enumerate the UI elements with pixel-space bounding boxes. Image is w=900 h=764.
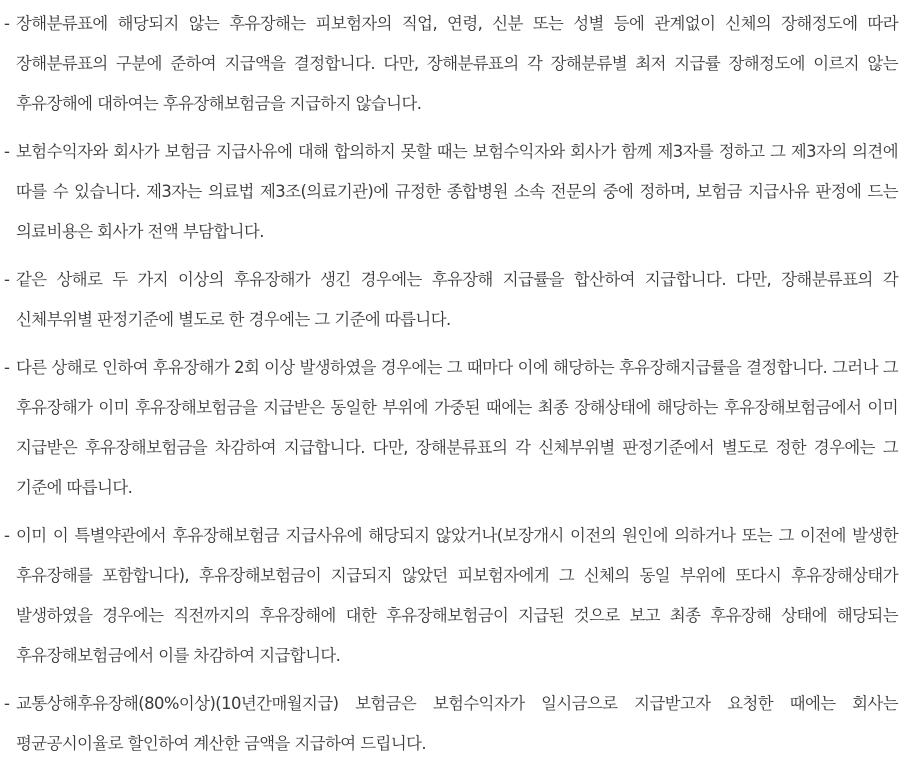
bullet-dash: - xyxy=(4,142,10,161)
list-item-text: 장해분류표에 해당되지 않는 후유장해는 피보험자의 직업, 연령, 신분 또는 성별 등에 관계없이 신체의 장해정도에 따라 장해분류표의 구분에 준하여 지급액을 결정합니다. 다만, 장해분류표의 각 장해분류별 최저 지급률 장해정도에 이르지 않는 후유장해에 대하여는 후유장해보험금을 지급하지 않습니다. xyxy=(16,14,898,113)
bullet-dash: - xyxy=(4,694,10,713)
list-item-text: 교통상해후유장해(80%이상)(10년간매월지급) 보험금은 보험수익자가 일시금으로 지급받고자 요청한 때에는 회사는 평균공시이율로 할인하여 계산한 금액을 지급하여 드립니다. xyxy=(16,694,898,753)
list-item xyxy=(4,348,898,508)
list-item xyxy=(4,4,898,124)
list-item-text: 이미 이 특별약관에서 후유장해보험금 지급사유에 해당되지 않았거나(보장개시 이전의 원인에 의하거나 또는 그 이전에 발생한 후유장해를 포함합니다), 후유장해보험금이 지급되지 않았던 피보험자에게 그 신체의 동일 부위에 또다시 후유장해상태가 발생하였을 경우에는 직전까지의 후유장해에 대한 후유장해보험금이 지급된 것으로 보고 최종 후유장해 상태에 해당되는 후유장해보험금에서 이를 차감하여 지급합니다. xyxy=(16,526,898,665)
list-item xyxy=(4,516,898,676)
list-item xyxy=(4,132,898,252)
list-item-text: 보험수익자와 회사가 보험금 지급사유에 대해 합의하지 못할 때는 보험수익자와 회사가 함께 제3자를 정하고 그 제3자의 의견에 따를 수 있습니다. 제3자는 의료법 제3조(의료기관)에 규정한 종합병원 소속 전문의 중에 정하며, 보험금 지급사유 판정에 드는 의료비용은 회사가 전액 부담합니다. xyxy=(16,142,898,241)
list-item-text: 같은 상해로 두 가지 이상의 후유장해가 생긴 경우에는 후유장해 지급률을 합산하여 지급합니다. 다만, 장해분류표의 각 신체부위별 판정기준에 별도로 한 경우에는 그 기준에 따릅니다. xyxy=(16,270,898,329)
bullet-dash: - xyxy=(4,526,10,545)
list-item-text: 다른 상해로 인하여 후유장해가 2회 이상 발생하였을 경우에는 그 때마다 이에 해당하는 후유장해지급률을 결정합니다. 그러나 그 후유장해가 이미 후유장해보험금을 지급받은 동일한 부위에 가중된 때에는 최종 장해상태에 해당하는 후유장해보험금에서 이미 지급받은 후유장해보험금을 차감하여 지급합니다. 다만, 장해분류표의 각 신체부위별 판정기준에서 별도로 정한 경우에는 그 기준에 따릅니다. xyxy=(16,358,898,497)
list-item xyxy=(4,260,898,340)
bullet-dash: - xyxy=(4,270,10,289)
bullet-dash: - xyxy=(4,358,10,377)
list-item xyxy=(4,684,898,764)
bullet-dash: - xyxy=(4,14,10,33)
